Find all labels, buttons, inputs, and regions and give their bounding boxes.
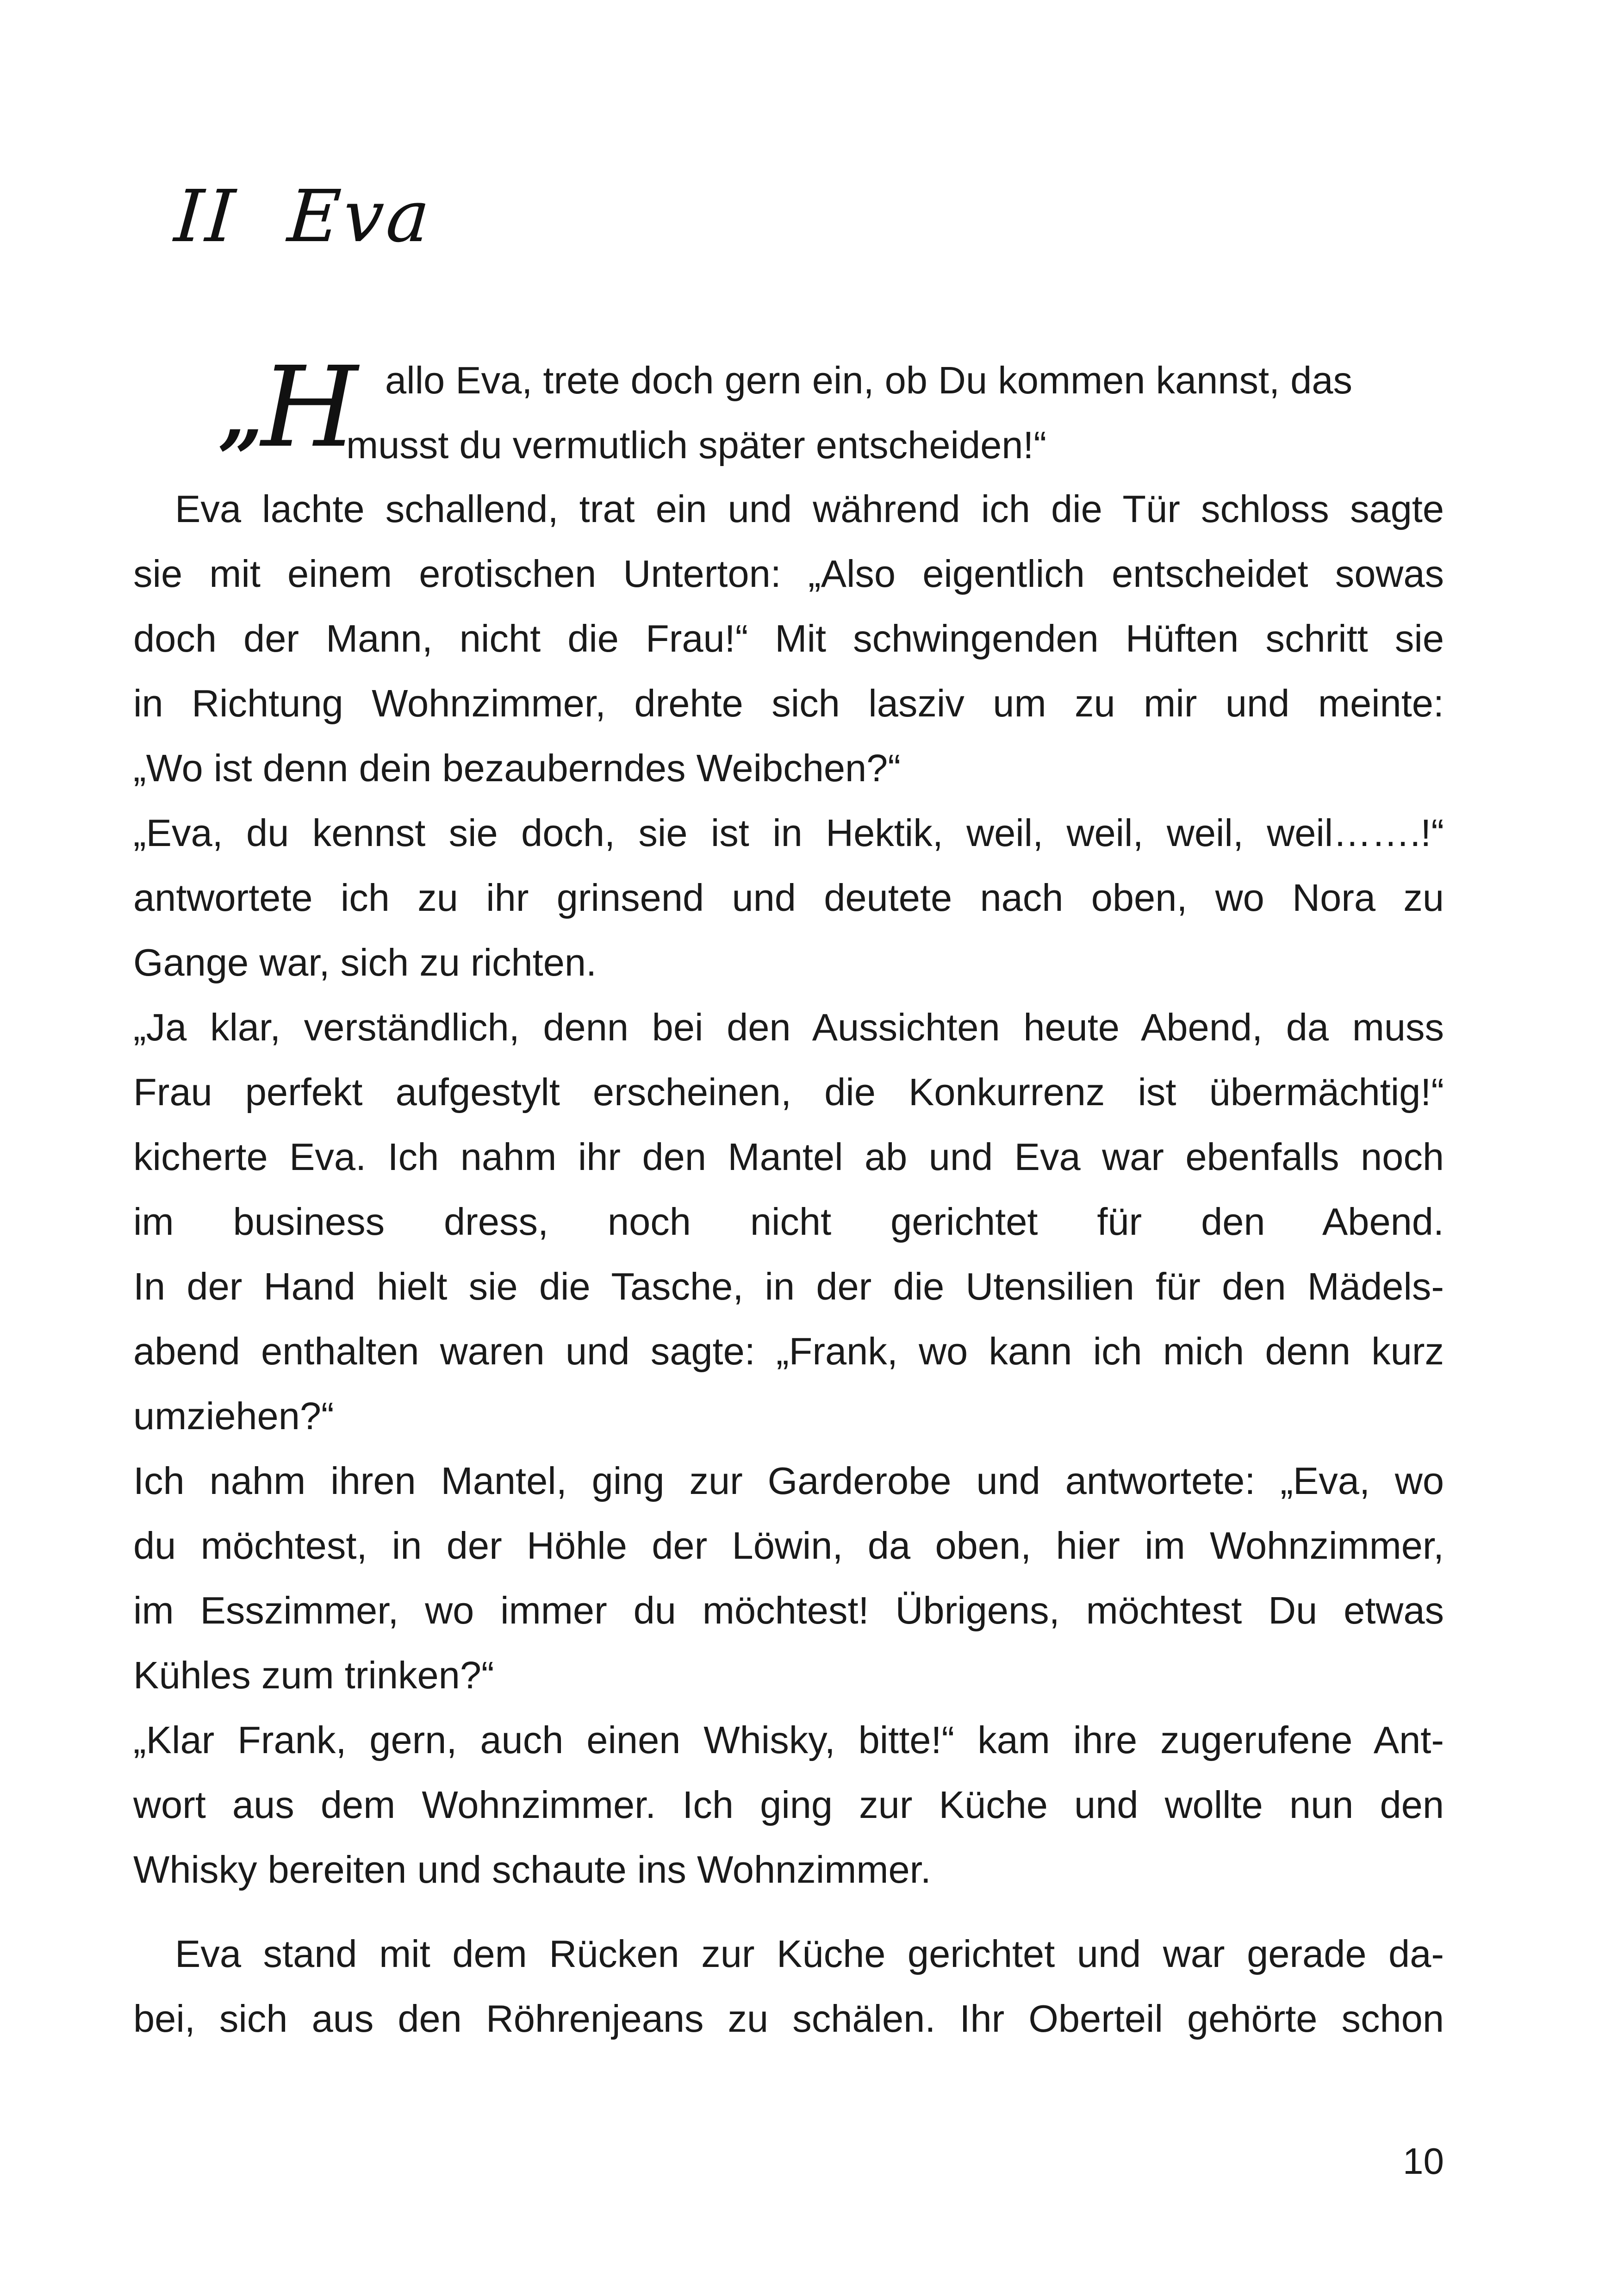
text-line: Gange war, sich zu richten. — [133, 941, 597, 984]
chapter-numeral: II — [172, 174, 240, 258]
text-line: wort aus dem Wohnzimmer. Ich ging zur Küche und wollte nun den — [133, 1786, 1444, 1826]
text-line: musst du vermutlich später entscheiden!“ — [346, 423, 1047, 467]
text-line: du möchtest, in der Höhle der Löwin, da oben, hier im Wohnzimmer, — [133, 1526, 1444, 1567]
text-line: abend enthalten waren und sagte: „Frank, wo kann ich mich denn kurz — [133, 1332, 1444, 1373]
drop-cap-letter: H — [261, 342, 358, 472]
text-line: doch der Mann, nicht die Frau!“ Mit schwingenden Hüften schritt sie — [133, 619, 1444, 660]
text-line: Kühles zum trinken?“ — [133, 1654, 494, 1697]
text-line: umziehen?“ — [133, 1394, 334, 1437]
text-line: In der Hand hielt sie die Tasche, in der die Utensilien für den Mädels- — [133, 1267, 1444, 1308]
text-line: „Ja klar, verständlich, denn bei den Aussichten heute Abend, da muss — [133, 1008, 1444, 1049]
text-line: Frau perfekt aufgestylt erscheinen, die Konkurrenz ist übermächtig!“ — [133, 1073, 1444, 1114]
drop-cap-quote: „ — [218, 368, 264, 460]
chapter-name: Eva — [285, 174, 435, 258]
page-number: 10 — [1403, 2140, 1444, 2182]
text-line: Whisky bereiten und schaute ins Wohnzimmer. — [133, 1848, 931, 1891]
text-line: im business dress, noch nicht gerichtet für den Abend. — [133, 1202, 1444, 1243]
text-line: „Klar Frank, gern, auch einen Whisky, bitte!“ kam ihre zugerufene Ant- — [133, 1721, 1444, 1761]
text-line: in Richtung Wohnzimmer, drehte sich lasziv um zu mir und meinte: — [133, 684, 1444, 725]
text-line: im Esszimmer, wo immer du möchtest! Übrigens, möchtest Du etwas — [133, 1591, 1444, 1632]
text-line: antwortete ich zu ihr grinsend und deutete nach oben, wo Nora zu — [133, 878, 1444, 919]
text-line: kicherte Eva. Ich nahm ihr den Mantel ab und Eva war ebenfalls noch — [133, 1138, 1444, 1178]
text-line: „Wo ist denn dein bezauberndes Weibchen?“ — [133, 747, 901, 790]
text-line: sie mit einem erotischen Unterton: „Also eigentlich entscheidet sowas — [133, 554, 1444, 595]
text-line: bei, sich aus den Röhrenjeans zu schälen. Ihr Oberteil gehörte schon — [133, 1999, 1444, 2040]
text-line: „Eva, du kennst sie doch, sie ist in Hektik, weil, weil, weil, weil…….!“ — [133, 814, 1444, 854]
text-line: Ich nahm ihren Mantel, ging zur Garderobe und antwortete: „Eva, wo — [133, 1462, 1444, 1502]
text-line: Eva lachte schallend, trat ein und während ich die Tür schloss sagte — [175, 490, 1444, 530]
text-line: allo Eva, trete doch gern ein, ob Du kommen kannst, das — [385, 359, 1352, 402]
text-line: Eva stand mit dem Rücken zur Küche gerichtet und war gerade da- — [175, 1935, 1444, 1975]
